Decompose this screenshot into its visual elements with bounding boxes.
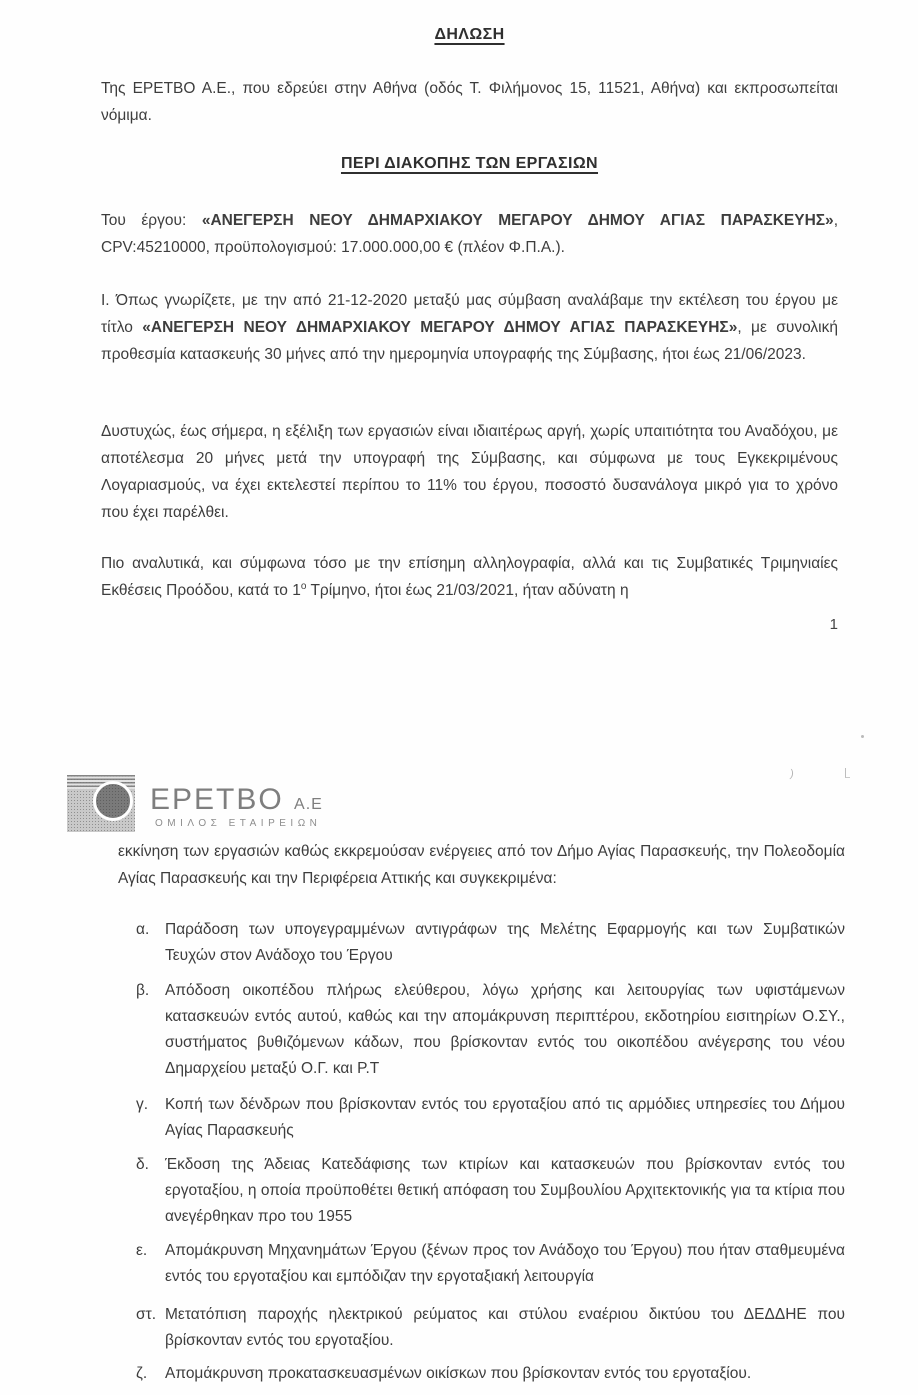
subject-heading-text: ΠΕΡΙ ΔΙΑΚΟΠΗΣ ΤΩΝ ΕΡΓΑΣΙΩΝ [340, 155, 599, 172]
list-marker-a: α. [136, 921, 150, 938]
list-marker-st: στ. [136, 1306, 156, 1323]
scan-artifact-curve: ) [789, 767, 795, 781]
list-text-a: Παράδοση των υπογεγραμμένων αντιγράφων της Μελέτης Εφαρμογής και των Συμβατικών Τευχών στον Ανάδοχο του Έργου [165, 921, 845, 964]
project-post: , CPV:45210000, προϋπολογισμού: 17.000.000,00 € (πλέον Φ.Π.Α.). [101, 212, 838, 256]
subject-heading [101, 155, 838, 173]
logo-circle-icon [93, 781, 133, 821]
list-item-e [136, 1238, 845, 1290]
logo-suffix-text: Α.Ε [294, 796, 323, 813]
list-item-g [136, 1092, 845, 1144]
contract-pre: Ι. Όπως γνωρίζετε, με την από 21-12-2020 μεταξύ μας σύμβαση αναλάβαμε την εκτέλεση του έργου με τίτλο [101, 292, 838, 336]
list-text-st: Μετατόπιση παροχής ηλεκτρικού ρεύματος και στύλου εναέριου δικτύου του ΔΕΔΔΗΕ που βρίσκονταν εντός του εργοταξίου. [165, 1306, 845, 1349]
delay-paragraph: Δυστυχώς, έως σήμερα, η εξέλιξη των εργασιών είναι ιδιαιτέρως αργή, χωρίς υπαιτιότητα του Αναδόχου, με αποτέλεσμα 20 μήνες μετά την υπογραφή της Σύμβασης, και σύμφωνα με τους Εγκεκριμένους Λογαριασμούς, να έχει εκτελεστεί περίπου το 11% του έργου, ποσοστό δυσανάλογα μικρό για το χρόνο που έχει παρέλθει. [101, 423, 838, 521]
ordinal-superscript: ο [300, 580, 307, 592]
contract-paragraph [101, 287, 838, 368]
scan-artifact-dot [861, 735, 864, 738]
scan-artifact-bracket [845, 768, 850, 778]
list-marker-b: β. [136, 982, 150, 999]
list-item-a [136, 917, 845, 969]
list-item-d [136, 1152, 845, 1230]
project-title-bold: «ΑΝΕΓΕΡΣΗ ΝΕΟΥ ΔΗΜΑΡΧΙΑΚΟΥ ΜΕΓΑΡΟΥ ΔΗΜΟΥ ΑΓΙΑΣ ΠΑΡΑΣΚΕΥΗΣ» [201, 212, 834, 229]
list-item-b [136, 978, 845, 1082]
list-item-st [136, 1302, 845, 1354]
company-logo-name [150, 783, 323, 817]
detail-post: Τρίμηνο, ήτοι έως 21/03/2021, ήταν αδύνατη η [306, 582, 629, 599]
logo-name-text: EPETBO [150, 783, 284, 816]
list-text-z: Απομάκρυνση προκατασκευασμένων οικίσκων που βρίσκονταν εντός του εργοταξίου. [165, 1365, 752, 1382]
list-marker-e: ε. [136, 1242, 148, 1259]
contract-post: , με συνολική προθεσμία κατασκευής 30 μήνες από την ημερομηνία υπογραφής της Σύμβασης, ήτοι έως 21/06/2023. [101, 319, 838, 363]
company-logo-icon [67, 775, 135, 832]
intro-paragraph: Της ΕΡΕΤΒΟ Α.Ε., που εδρεύει στην Αθήνα (οδός Τ. Φιλήμονος 15, 11521, Αθήνα) και εκπροσωπείται νόμιμα. [101, 80, 838, 124]
document-title-text: ΔΗΛΩΣΗ [434, 26, 505, 43]
list-text-e: Απομάκρυνση Μηχανημάτων Έργου (ξένων προς τον Ανάδοχο του Έργου) που ήταν σταθμευμένα εντός του εργοταξίου και εμπόδιζαν την εργοταξιακή λειτουργία [165, 1242, 845, 1285]
list-item-z [136, 1361, 845, 1387]
company-logo-tagline: ΟΜΙΛΟΣ ΕΤΑΙΡΕΙΩΝ [155, 818, 322, 829]
list-text-g: Κοπή των δένδρων που βρίσκονταν εντός του εργοταξίου από τις αρμόδιες υπηρεσίες του Δήμου Αγίας Παρασκευής [165, 1096, 845, 1139]
list-text-b: Απόδοση οικοπέδου πλήρως ελεύθερου, λόγω χρήσης και λειτουργίας των υφιστάμενων κατασκευών εντός αυτού, καθώς και την απομάκρυνση περιπτέρου, εκδοτηρίου εισιτηρίων Ο.ΣΥ., συστήματος βυθιζόμενων κάδων, που βρίσκονταν εντός του οικοπέδου ανέγερσης του νέου Δημαρχείου μεταξύ Ο.Γ. και Ρ.Τ [165, 982, 845, 1077]
list-marker-z: ζ. [136, 1365, 148, 1382]
continuation-paragraph: εκκίνηση των εργασιών καθώς εκκρεμούσαν ενέργειες από τον Δήμο Αγίας Παρασκευής, την Πολεοδομία Αγίας Παρασκευής και την Περιφέρεια Αττικής και συγκεκριμένα: [118, 843, 845, 887]
list-marker-d: δ. [136, 1156, 149, 1173]
list-marker-g: γ. [136, 1096, 149, 1113]
detail-pre: Πιο αναλυτικά, και σύμφωνα τόσο με την επίσημη αλληλογραφία, αλλά και τις Συμβατικές Τριμηνιαίες Εκθέσεις Προόδου, κατά το 1 [101, 555, 838, 599]
list-text-d: Έκδοση της Άδειας Κατεδάφισης των κτιρίων και κατασκευών που βρίσκονταν εντός του εργοταξίου, η οποία προϋποθέτει θετική απόφαση του Συμβουλίου Αρχιτεκτονικής για τα κτίρια που ανεγέρθηκαν προ του 1955 [165, 1156, 845, 1225]
page-number: 1 [829, 616, 838, 633]
document-title [101, 26, 838, 44]
project-pre: Του έργου: [101, 212, 202, 229]
project-paragraph [101, 207, 838, 261]
detail-paragraph [101, 550, 838, 604]
contract-title-bold: «ΑΝΕΓΕΡΣΗ ΝΕΟΥ ΔΗΜΑΡΧΙΑΚΟΥ ΜΕΓΑΡΟΥ ΔΗΜΟΥ ΑΓΙΑΣ ΠΑΡΑΣΚΕΥΗΣ» [142, 319, 738, 336]
